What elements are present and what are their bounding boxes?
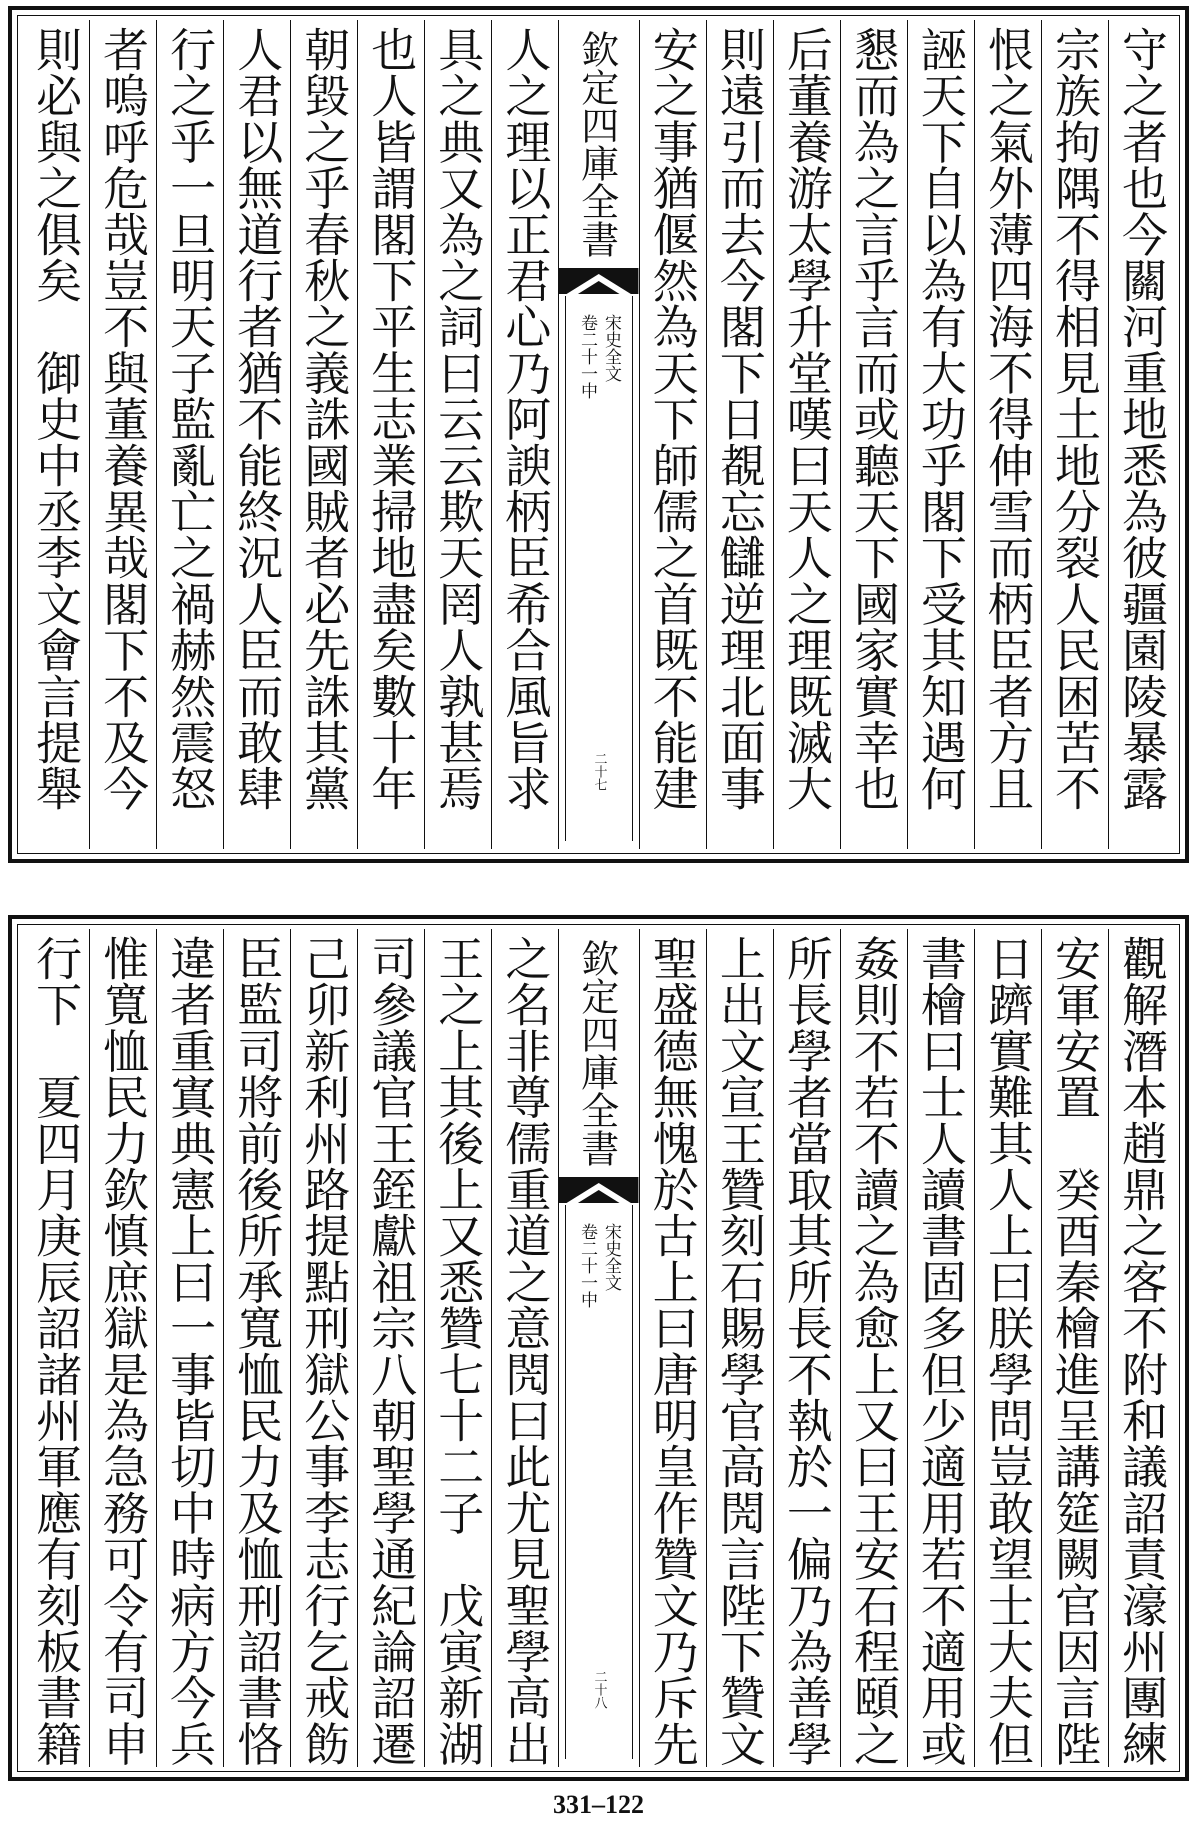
text-column: 者嗚呼危哉豈不與董養異哉閣下不及今 (89, 20, 156, 849)
fish-tail-mark (559, 1177, 638, 1203)
fold-column (565, 296, 632, 841)
text-column: 后董養游太學升堂嘆曰天人之理既滅大 (773, 20, 840, 849)
text-column: 日躋實難其人上曰朕學問豈敢望士大夫但 (974, 929, 1041, 1767)
text-column: 守之者也今關河重地悉為彼疆園陵暴露 (1108, 20, 1175, 849)
leaf-number: 二十七 (591, 752, 607, 791)
text-column: 安之事猶偃然為天下師儒之首既不能建 (639, 20, 706, 849)
top-page (8, 6, 1189, 863)
fold-column (565, 1205, 632, 1759)
bottom-page (8, 915, 1189, 1781)
text-column: 違者重寘典憲上曰一事皆切中時病方今兵 (156, 929, 223, 1767)
text-column: 恨之氣外薄四海不得伸雪而柄臣者方且 (974, 20, 1041, 849)
text-column: 己卯新利州路提點刑獄公事李志行乞戒飭 (290, 929, 357, 1767)
text-column: 朝毀之乎春秋之義誅國賊者必先誅其黨 (290, 20, 357, 849)
text-column: 書檜曰士人讀書固多但少適用若不適用或 (907, 929, 974, 1767)
text-column: 司參議官王銍獻祖宗八朝聖學通紀論詔遷 (357, 929, 424, 1767)
fish-tail-mark (559, 268, 638, 294)
text-column: 惟寬恤民力欽慎庶獄是為急務可令有司申 (89, 929, 156, 1767)
text-column: 行下 夏四月庚辰詔諸州軍應有刻板書籍 (29, 935, 84, 1767)
text-column: 上出文宣王贊刻石賜學官高閌言陛下贊文 (706, 929, 773, 1767)
text-column: 懇而為之言乎言而或聽天下國家實幸也 (840, 20, 907, 849)
page-number: 331–122 (553, 1790, 644, 1819)
text-column: 具之典又為之詞曰云云欺天罔人孰甚焉 (424, 20, 491, 849)
text-column: 之名非尊儒重道之意閌曰此尤見聖學高出 (491, 929, 558, 1767)
text-column: 人之理以正君心乃阿諛柄臣希合風旨求 (491, 20, 558, 849)
book-title: 宋史全文 卷二十一中 (577, 314, 622, 399)
center-fold (558, 20, 638, 849)
text-column: 聖盛德無愧於古上曰唐明皇作贊文乃斥先 (639, 929, 706, 1767)
center-fold (558, 929, 638, 1767)
text-column: 姦則不若不讀之為愈上又曰王安石程頤之 (840, 929, 907, 1767)
text-column: 人君以無道行者猶不能終況人臣而敢肆 (223, 20, 290, 849)
library-title: 欽定四庫全書 (574, 939, 619, 1167)
text-column: 臣監司將前後所承寬恤民力及恤刑詔書恪 (223, 929, 290, 1767)
text-column: 宗族拘隅不得相見土地分裂人民困苦不 (1041, 20, 1108, 849)
text-column: 安軍安置 癸酉秦檜進呈講筵闕官因言陛 (1041, 929, 1108, 1767)
book-title: 宋史全文 卷二十一中 (577, 1223, 622, 1308)
text-column: 觀解潛本趙鼎之客不附和議詔責濠州團練 (1108, 929, 1175, 1767)
text-column: 王之上其後上又悉贊七十二子 戊寅新湖 (424, 929, 491, 1767)
text-column: 則遠引而去今閣下日覩忘讎逆理北面事 (706, 20, 773, 849)
text-column: 也人皆謂閣下平生志業掃地盡矣數十年 (357, 20, 424, 849)
leaf-number: 二十八 (591, 1670, 607, 1709)
text-column: 行之乎一旦明天子監亂亡之禍赫然震怒 (156, 20, 223, 849)
library-title: 欽定四庫全書 (574, 30, 619, 258)
text-column: 誣天下自以為有大功乎閣下受其知遇何 (907, 20, 974, 849)
text-column: 則必與之俱矣 御史中丞李文會言提舉 (29, 26, 84, 812)
text-column: 所長學者當取其所長不執於一偏乃為善學 (773, 929, 840, 1767)
